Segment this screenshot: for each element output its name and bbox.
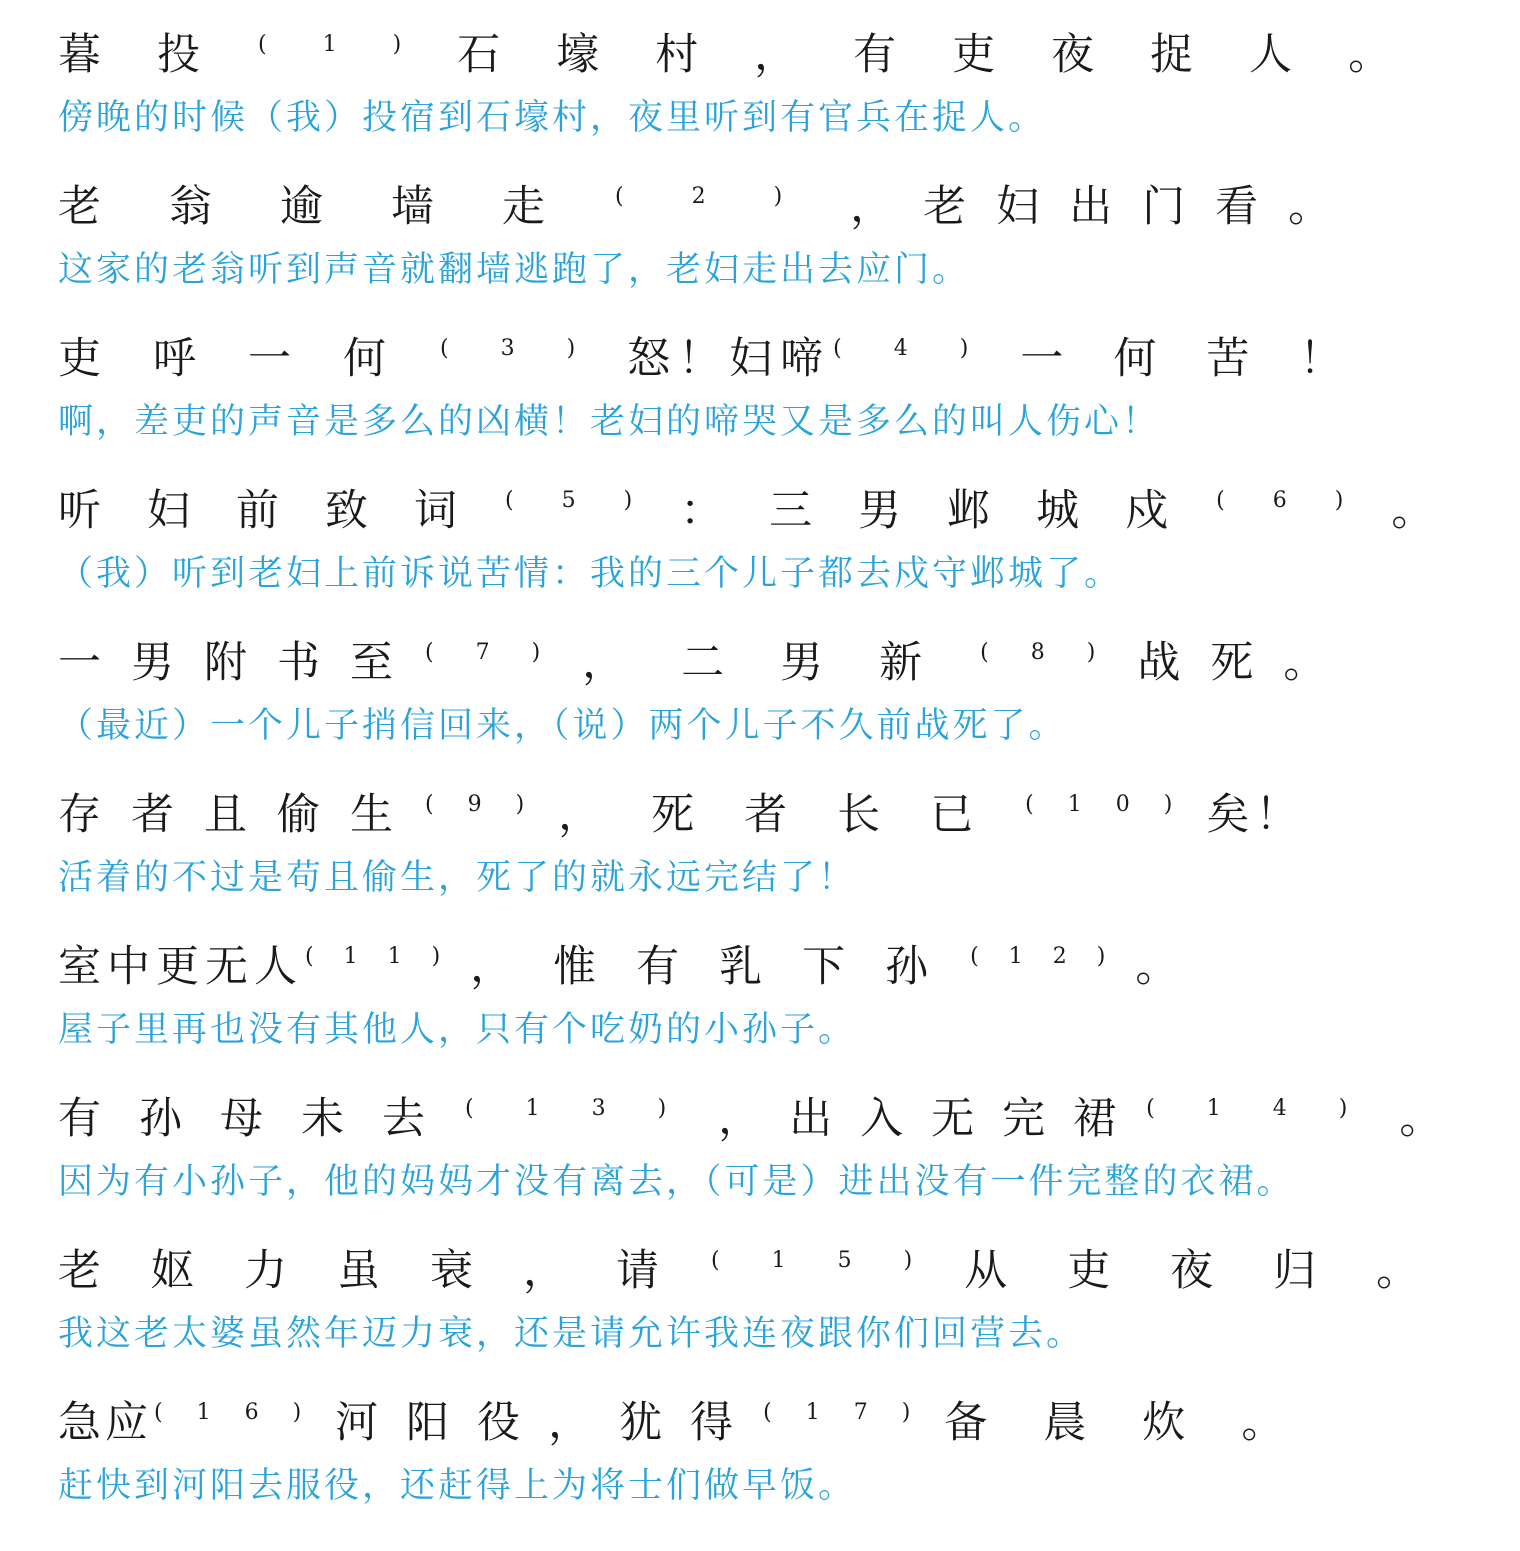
translation-line-6: 活着的不过是苟且偷生，死了的就永远完结了！ [58,858,857,898]
original-line-4 [58,466,1480,536]
original-text: 老翁逾墙走 [58,182,613,232]
footnote-marker: (6) [1216,488,1392,513]
footnote-marker: (15) [711,1248,965,1273]
footnote-marker: (16) [154,1400,336,1425]
original-line-10 [58,1378,1340,1448]
footnote-marker: (5) [505,488,681,513]
verse-pair-2 [58,162,1498,312]
original-text: 听妇前致词 [58,486,503,536]
original-text: 一男附书至 [58,638,423,688]
original-text: 。 [1391,486,1481,536]
footnote-marker: (11) [305,944,471,969]
footnote-marker: (4) [833,336,1021,361]
original-text: 。 [1135,942,1209,992]
footnote-marker: (1) [258,32,458,57]
original-line-9 [58,1226,1479,1296]
original-line-5 [58,618,1356,688]
original-text: 石壕村，有吏夜捉人。 [457,30,1448,80]
footnote-marker: (13) [465,1096,719,1121]
original-text: 存者且偷生 [58,790,423,840]
translation-line-1: 傍晚的时候（我）投宿到石壕村，夜里听到有官兵在捉人。 [58,98,1047,138]
original-text: 怒！妇啼 [627,334,832,384]
translation-line-8: 因为有小孙子，他的妈妈才没有离去，（可是）进出没有一件完整的衣裙。 [58,1162,1295,1202]
footnote-marker: (2) [615,184,851,209]
footnote-marker: (14) [1146,1096,1400,1121]
original-line-6 [58,770,1304,840]
verse-pair-7 [58,922,1498,1072]
verse-pair-5 [58,618,1498,768]
original-text: 。 [1399,1094,1481,1144]
original-text: 吏呼一何 [58,334,438,384]
original-text: ，老妇出门看。 [850,182,1362,232]
translation-line-9: 我这老太婆虽然年迈力衰，还是请允许我连夜跟你们回营去。 [58,1314,1085,1354]
translation-line-10: 赶快到河阳去服役，还赶得上为将士们做早饭。 [58,1466,857,1506]
original-line-7 [58,922,1208,992]
translation-line-4: （我）听到老妇上前诉说苦情：我的三个儿子都去戍守邺城了。 [58,554,1123,594]
original-text: 急应 [58,1398,152,1448]
verse-pair-10 [58,1378,1498,1528]
translation-line-3: 啊，差吏的声音是多么的凶横！老妇的啼哭又是多么的叫人伤心！ [58,402,1161,442]
original-text: 矣！ [1206,790,1305,840]
original-text: ，二男新 [582,638,979,688]
footnote-marker: (12) [970,944,1136,969]
verse-pair-1 [58,10,1498,160]
verse-pair-4 [58,466,1498,616]
original-text: 一何苦！ [1020,334,1393,384]
translation-line-7: 屋子里再也没有其他人，只有个吃奶的小孙子。 [58,1010,857,1050]
footnote-marker: (10) [1025,792,1207,817]
verse-pair-9 [58,1226,1498,1376]
footnote-marker: (7) [425,640,583,665]
original-text: 有孙母未去 [58,1094,463,1144]
footnote-marker: (17) [763,1400,945,1425]
original-line-1 [58,10,1447,80]
original-text: 河阳役，犹得 [335,1398,762,1448]
verse-pair-3 [58,314,1498,464]
original-text: ，出入无完裙 [718,1094,1145,1144]
original-text: 室中更无人 [58,942,303,992]
footnote-marker: (8) [980,640,1138,665]
original-text: ：三男邺城戍 [680,486,1215,536]
verse-pair-8 [58,1074,1498,1224]
original-line-8 [58,1074,1480,1144]
footnote-marker: (3) [440,336,628,361]
original-text: 从吏夜归。 [964,1246,1480,1296]
original-line-3 [58,314,1392,384]
original-text: 老妪力虽衰，请 [58,1246,709,1296]
original-text: ，惟有乳下孙 [470,942,969,992]
original-line-2 [58,162,1361,232]
footnote-marker: (9) [425,792,559,817]
translation-line-2: 这家的老翁听到声音就翻墙逃跑了，老妇走出去应门。 [58,250,971,290]
original-text: 暮投 [58,30,256,80]
translation-line-5: （最近）一个儿子捎信回来，（说）两个儿子不久前战死了。 [58,706,1067,746]
original-text: 战死。 [1137,638,1357,688]
verse-pair-6 [58,770,1498,920]
original-text: 备晨炊。 [944,1398,1341,1448]
original-text: ，死者长已 [558,790,1024,840]
